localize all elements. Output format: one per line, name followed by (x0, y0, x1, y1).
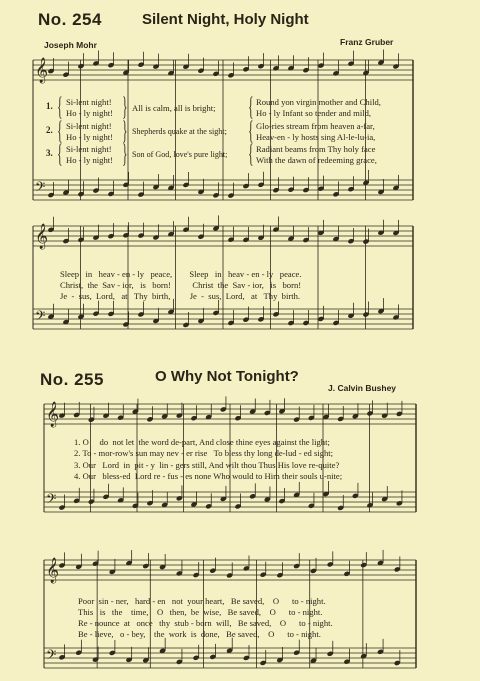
brace-icon: { (248, 92, 254, 121)
bass-clef-icon: 𝄢 (46, 647, 57, 666)
verse-number: 2. (46, 125, 53, 135)
verse-line-4: 4. Our bless-ed Lord re - fus - es none Who would to Him their souls u-nite; (74, 471, 343, 481)
hymn-255-composer: J. Calvin Bushey (328, 383, 397, 393)
brace-icon: } (122, 139, 128, 168)
refrain-line-2: Christ, the Sav - ior, is born! Christ the Sav - ior, is born! (60, 280, 302, 290)
verse-2-phrase-a: Si-lent night! (66, 121, 112, 131)
refrain-line-4: Be - lieve, o - bey, the work is done, Be saved, O to - night. (78, 629, 321, 639)
treble-clef-icon: 𝄞 (46, 558, 60, 583)
brace-icon: { (57, 116, 63, 145)
verse-1-phrase-a: Si-lent night! (66, 97, 112, 107)
verse-3-phrase-b: Ho - ly night! (66, 155, 114, 165)
treble-clef-icon: 𝄞 (35, 224, 49, 249)
brace-icon: } (122, 116, 128, 145)
verse-number: 1. (46, 101, 53, 111)
refrain-line-3: Je - sus, Lord, at Thy birth, Je - sus, Lord, at Thy birth. (60, 291, 301, 301)
bass-clef-icon: 𝄢 (46, 491, 57, 510)
verse-line-3: 3. Our Lord in pit - y lin - gers still, And wilt thou Thus His love re-quite? (74, 460, 340, 470)
verse-1-phrase-d: Round yon virgin mother and Child, (256, 97, 381, 107)
refrain-line-1: Poor sin - ner, hard - en not your heart, Be saved, O to - night. (78, 596, 326, 606)
hymn-254-lyricist: Joseph Mohr (44, 40, 97, 50)
hymn-255-title: O Why Not Tonight? (155, 368, 299, 385)
verse-2-phrase-e: Heav-en - ly hosts sing Al-le-lu-ia, (256, 132, 376, 142)
verse-2-phrase-b: Ho - ly night! (66, 132, 114, 142)
refrain-line-2: This is the time, O then, be wise, Be saved, O to - night. (78, 607, 323, 617)
verse-1-phrase-e: Ho - ly Infant so tender and mild, (256, 108, 372, 118)
verse-1-phrase-c: All is calm, all is bright; (132, 103, 216, 113)
verse-number: 3. (46, 148, 53, 158)
hymn-254-number: No. 254 (38, 10, 102, 29)
verse-2-phrase-d: Glo-ries stream from heaven a-far, (256, 121, 375, 131)
brace-icon: { (248, 139, 254, 168)
verse-line-1: 1. O do not let the word de-part, And close thine eyes against the light; (74, 437, 330, 447)
verse-2-phrase-c: Shepherds quake at the sight; (132, 127, 227, 136)
verse-line-2: 2. To - mor-row's sun may nev - er rise To bless thy long de-lud - ed sight; (74, 448, 334, 458)
verse-3-phrase-a: Si-lent night! (66, 144, 112, 154)
brace-icon: { (57, 92, 63, 121)
bass-clef-icon: 𝄢 (35, 179, 46, 198)
treble-clef-icon: 𝄞 (46, 402, 60, 427)
brace-icon: } (122, 92, 128, 121)
brace-icon: { (248, 116, 254, 145)
verse-3-phrase-c: Son of God, love's pure light; (132, 150, 228, 159)
verse-3-phrase-e: With the dawn of redeeming grace, (256, 155, 377, 165)
refrain-line-3: Re - nounce at once thy stub - born will, Be saved, O to - night. (78, 618, 333, 628)
refrain-line-1: Sleep in heav - en - ly peace, Sleep in heav - en - ly peace. (60, 269, 302, 279)
brace-icon: { (57, 139, 63, 168)
verse-1-phrase-b: Ho - ly night! (66, 108, 114, 118)
hymn-254-title: Silent Night, Holy Night (142, 11, 309, 28)
verse-3-phrase-d: Radiant beams from Thy holy face (256, 144, 376, 154)
bass-clef-icon: 𝄢 (35, 308, 46, 327)
hymn-255-number: No. 255 (40, 370, 104, 389)
hymn-254-composer: Franz Gruber (340, 37, 394, 47)
treble-clef-icon: 𝄞 (35, 58, 49, 83)
